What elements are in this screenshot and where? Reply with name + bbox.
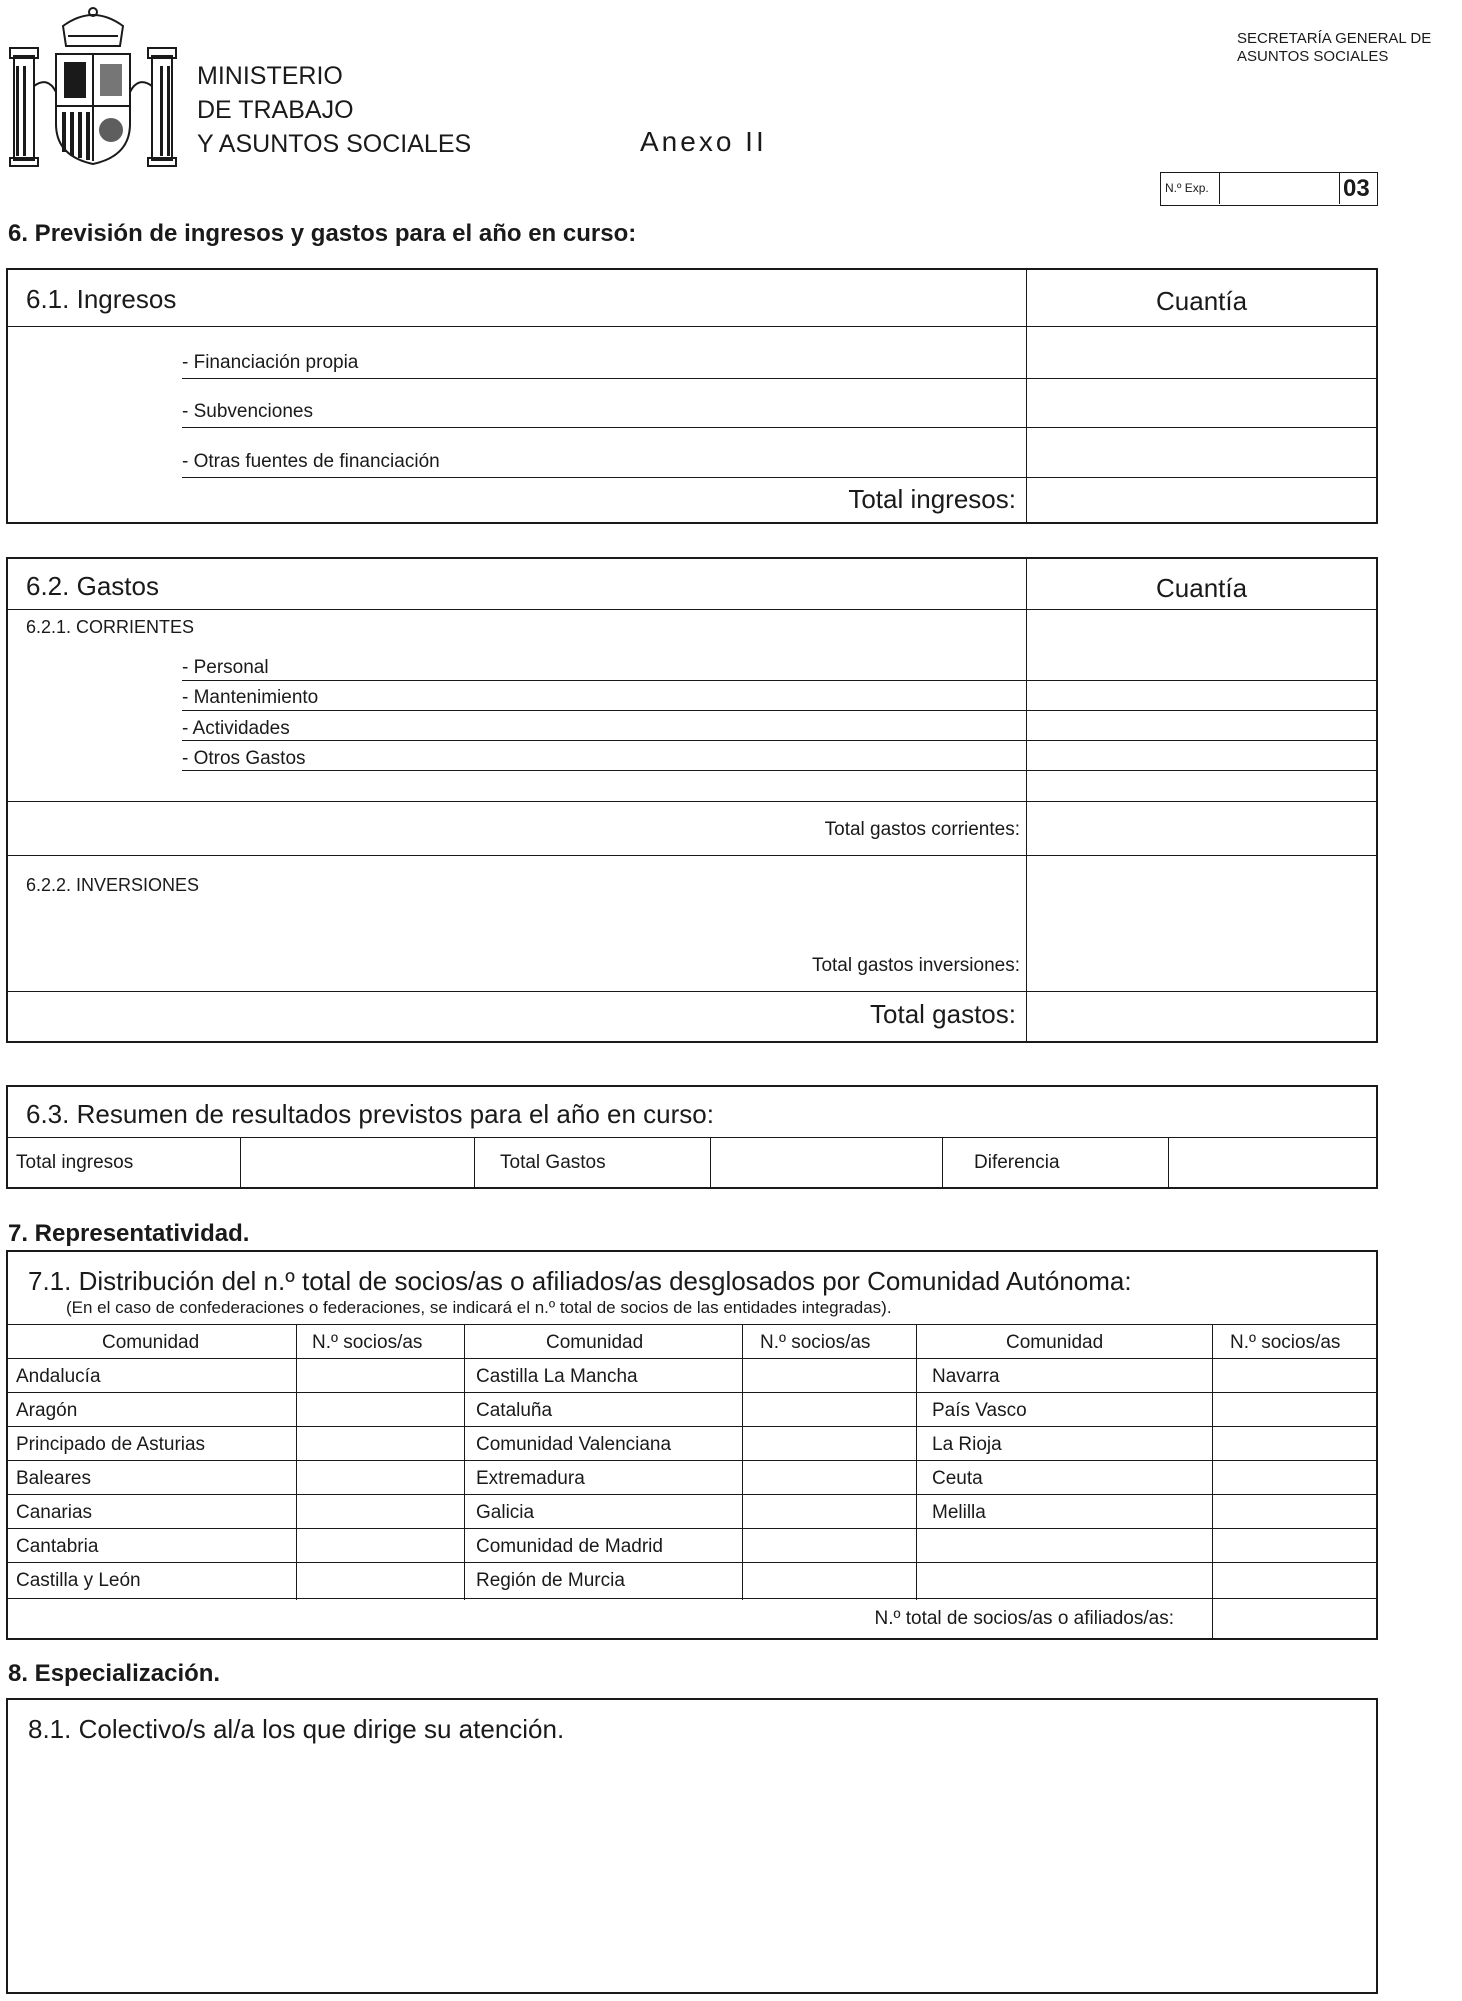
resumen-total-gastos-label: Total Gastos bbox=[500, 1152, 606, 1173]
resumen-total-ingresos-field[interactable] bbox=[242, 1139, 474, 1187]
expedient-code: 03 bbox=[1343, 175, 1370, 202]
corrientes-amount-field[interactable] bbox=[1028, 712, 1376, 740]
comunidad-cell: Castilla La Mancha bbox=[476, 1366, 638, 1387]
total-corrientes-label: Total gastos corrientes: bbox=[824, 819, 1020, 840]
inversiones-title: 6.2.2. INVERSIONES bbox=[26, 875, 200, 895]
expedient-number-box bbox=[1160, 172, 1378, 206]
ingresos-amount-field[interactable] bbox=[1028, 429, 1376, 477]
secretaria-line2: ASUNTOS SOCIALES bbox=[1237, 48, 1389, 65]
ingresos-table bbox=[6, 268, 1378, 524]
corrientes-amount-field[interactable] bbox=[1028, 682, 1376, 710]
ingresos-item: - Subvenciones bbox=[182, 401, 313, 422]
comunidad-cell: Cataluña bbox=[476, 1400, 553, 1421]
coat-of-arms-logo bbox=[8, 6, 178, 172]
ingresos-item: - Otras fuentes de financiación bbox=[182, 451, 440, 472]
comunidad-cell: Extremadura bbox=[476, 1468, 585, 1489]
resumen-diferencia-field[interactable] bbox=[1170, 1139, 1376, 1187]
ingresos-amount-header: Cuantía bbox=[1156, 286, 1248, 316]
ministry-name-line1: MINISTERIO bbox=[197, 62, 343, 90]
comunidad-cell: Región de Murcia bbox=[476, 1570, 625, 1591]
total-gastos-field[interactable] bbox=[1028, 993, 1376, 1041]
col-header-socios: N.º socios/as bbox=[1230, 1332, 1341, 1353]
resumen-total-ingresos-label: Total ingresos bbox=[16, 1152, 134, 1173]
corrientes-item: - Personal bbox=[182, 657, 269, 678]
comunidad-cell: Principado de Asturias bbox=[16, 1434, 206, 1455]
corrientes-title: 6.2.1. CORRIENTES bbox=[26, 617, 195, 637]
corrientes-amount-field[interactable] bbox=[1028, 611, 1376, 680]
col-header-comunidad: Comunidad bbox=[546, 1332, 644, 1353]
comunidad-cell: Andalucía bbox=[16, 1366, 101, 1387]
ingresos-amount-field[interactable] bbox=[1028, 328, 1376, 378]
secretaria-line1: SECRETARÍA GENERAL DE bbox=[1237, 30, 1432, 47]
col-header-comunidad: Comunidad bbox=[1006, 1332, 1104, 1353]
ministry-name-line2: DE TRABAJO bbox=[197, 96, 354, 124]
comunidad-cell: Ceuta bbox=[932, 1468, 983, 1489]
total-ingresos-field[interactable] bbox=[1028, 479, 1376, 522]
especializacion-box bbox=[6, 1698, 1378, 1994]
especializacion-textarea[interactable] bbox=[12, 1756, 1372, 1988]
comunidad-cell: Castilla y León bbox=[16, 1570, 141, 1591]
comunidad-cell: Baleares bbox=[16, 1468, 91, 1489]
comunidad-cell: Comunidad Valenciana bbox=[476, 1434, 672, 1455]
resumen-diferencia-label: Diferencia bbox=[974, 1152, 1060, 1173]
comunidad-cell: Cantabria bbox=[16, 1536, 99, 1557]
corrientes-item: - Actividades bbox=[182, 718, 290, 739]
section-8-title: 8. Especialización. bbox=[8, 1660, 221, 1687]
total-socios-label: N.º total de socios/as o afiliados/as: bbox=[874, 1608, 1174, 1629]
especializacion-subtitle: 8.1. Colectivo/s al/a los que dirige su atención. bbox=[28, 1714, 565, 1744]
representatividad-note: (En el caso de confederaciones o federaciones, se indicará el n.º total de socios de las entidades integradas). bbox=[66, 1298, 892, 1317]
resumen-table bbox=[6, 1085, 1378, 1189]
total-corrientes-field[interactable] bbox=[1028, 803, 1376, 853]
comunidad-cell: Comunidad de Madrid bbox=[476, 1536, 663, 1557]
total-gastos-label: Total gastos: bbox=[870, 999, 1016, 1029]
expedient-label: N.º Exp. bbox=[1165, 181, 1209, 195]
total-socios-field[interactable] bbox=[1214, 1600, 1376, 1638]
col-header-comunidad: Comunidad bbox=[102, 1332, 200, 1353]
comunidad-cell: País Vasco bbox=[932, 1400, 1027, 1421]
comunidad-cell: La Rioja bbox=[932, 1434, 1002, 1455]
ingresos-amount-field[interactable] bbox=[1028, 380, 1376, 427]
gastos-title: 6.2. Gastos bbox=[26, 571, 159, 601]
resumen-total-gastos-field[interactable] bbox=[712, 1139, 942, 1187]
representatividad-table bbox=[6, 1250, 1378, 1640]
comunidad-cell: Melilla bbox=[932, 1502, 986, 1523]
annex-title: Anexo II bbox=[640, 126, 767, 157]
corrientes-item: - Otros Gastos bbox=[182, 748, 306, 769]
gastos-table bbox=[6, 557, 1378, 1043]
section-6-title: 6. Previsión de ingresos y gastos para el año en curso: bbox=[8, 220, 637, 247]
resumen-title: 6.3. Resumen de resultados previstos para el año en curso: bbox=[26, 1099, 714, 1129]
representatividad-subtitle: 7.1. Distribución del n.º total de socios/as o afiliados/as desglosados por Comunidad Autónoma: bbox=[28, 1266, 1132, 1296]
expedient-number-field[interactable] bbox=[1221, 173, 1339, 204]
inversiones-amount-field[interactable] bbox=[1028, 857, 1376, 989]
corrientes-item: - Mantenimiento bbox=[182, 687, 319, 708]
comunidad-cell: Navarra bbox=[932, 1366, 1000, 1387]
gastos-amount-header: Cuantía bbox=[1156, 573, 1248, 603]
comunidad-cell: Canarias bbox=[16, 1502, 93, 1523]
ministry-name-line3: Y ASUNTOS SOCIALES bbox=[197, 130, 472, 158]
total-inversiones-label: Total gastos inversiones: bbox=[811, 955, 1020, 976]
section-7-title: 7. Representatividad. bbox=[8, 1220, 250, 1247]
ingresos-title: 6.1. Ingresos bbox=[26, 284, 177, 314]
total-ingresos-label: Total ingresos: bbox=[848, 484, 1016, 514]
col-header-socios: N.º socios/as bbox=[312, 1332, 423, 1353]
comunidad-cell: Galicia bbox=[476, 1502, 535, 1523]
corrientes-amount-field[interactable] bbox=[1028, 742, 1376, 770]
col-header-socios: N.º socios/as bbox=[760, 1332, 871, 1353]
ingresos-item: - Financiación propia bbox=[182, 352, 359, 373]
comunidad-cell: Aragón bbox=[16, 1400, 78, 1421]
